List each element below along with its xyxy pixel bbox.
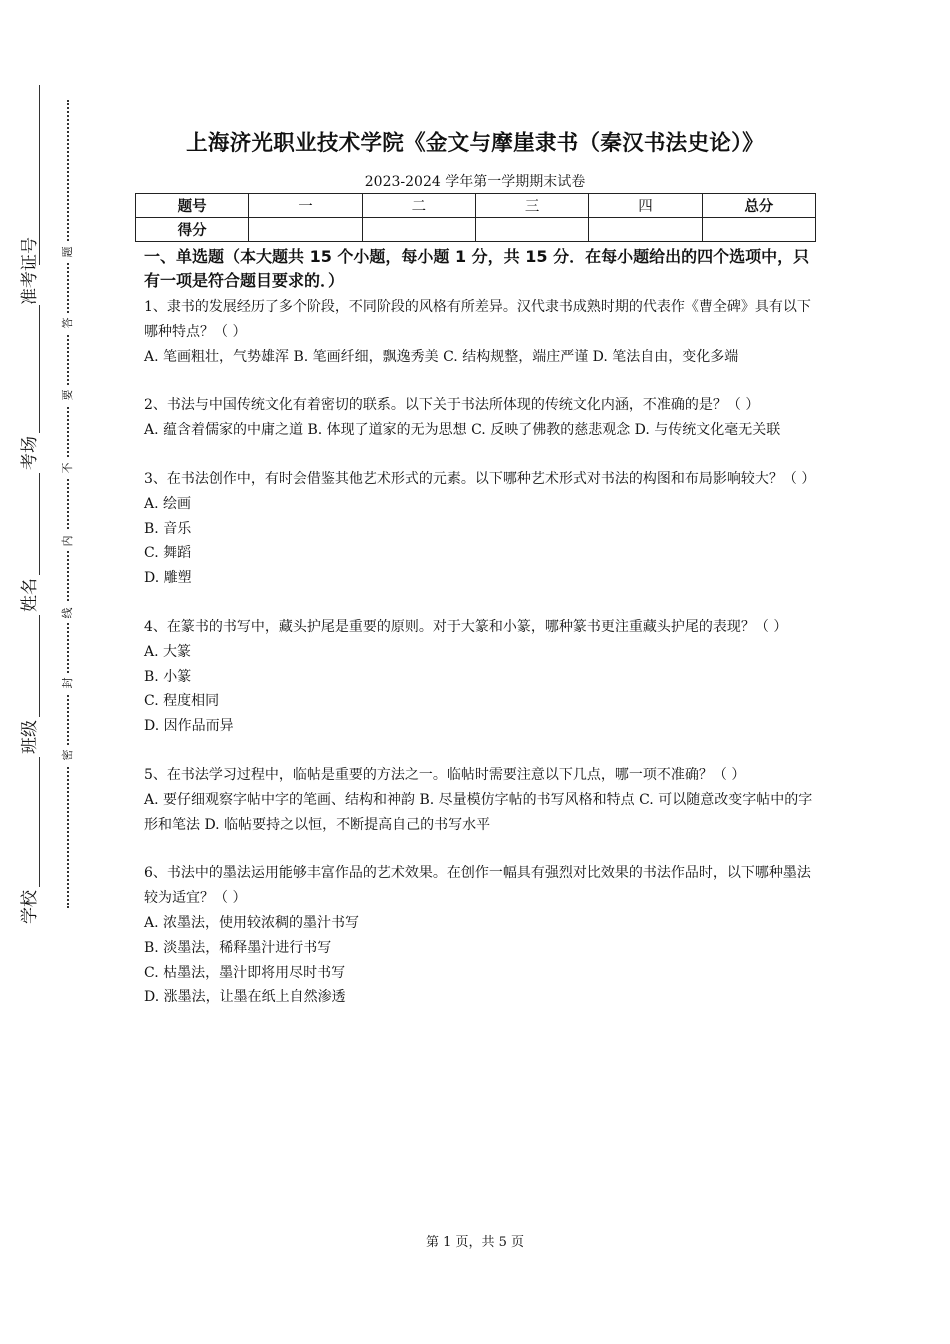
question-option: D. 雕塑 — [144, 570, 192, 587]
question-stem: 3、在书法创作中，有时会借鉴其他艺术形式的元素。以下哪种艺术形式对书法的构图和布局影响较大？（ ） — [144, 470, 816, 487]
question-stem: 6、书法中的墨法运用能够丰富作品的艺术效果。在创作一幅具有强烈对比效果的书法作品时，以下哪种墨法较为适宜？（ ） — [144, 865, 811, 907]
score-header-cell: 四 — [589, 194, 702, 218]
question-options: A. 要仔细观察字帖中字的笔画、结构和神韵 B. 尽量模仿字帖的书写风格和特点 C. 可以随意改变字帖中的字形和笔法 D. 临帖要持之以恒，不断提高自己的书写水平 — [144, 791, 813, 833]
question-option: C. 舞蹈 — [144, 545, 192, 562]
question — [144, 393, 816, 443]
name-label: 姓名 — [10, 575, 50, 615]
score-header-cell: 二 — [362, 194, 475, 218]
question-option: B. 音乐 — [144, 520, 192, 537]
score-header-cell: 三 — [475, 194, 588, 218]
score-table-header-row — [136, 194, 816, 218]
question-stem: 2、书法与中国传统文化有着密切的联系。以下关于书法所体现的传统文化内涵，不准确的是？（ ） — [144, 397, 760, 414]
question-options: A. 蕴含着儒家的中庸之道 B. 体现了道家的无为思想 C. 反映了佛教的慈悲观念 D. 与传统文化毫无关联 — [144, 422, 781, 439]
score-cell[interactable] — [249, 218, 362, 242]
seal-warning-char: 题 — [58, 242, 78, 262]
question-option: C. 枯墨法，墨汁即将用尽时书写 — [144, 964, 346, 981]
seal-warning-char: 答 — [58, 313, 78, 333]
score-header-cell: 总分 — [702, 194, 815, 218]
seal-warning-char: 线 — [58, 603, 78, 623]
seal-warning-char: 要 — [58, 385, 78, 405]
exam-content — [144, 245, 816, 1034]
score-cell[interactable] — [702, 218, 815, 242]
question-option: D. 因作品而异 — [144, 718, 234, 735]
school-label: 学校 — [10, 887, 50, 927]
question — [144, 295, 816, 369]
question-stem: 5、在书法学习过程中，临帖是重要的方法之一。临帖时需要注意以下几点，哪一项不准确？（ ） — [144, 766, 746, 783]
question — [144, 861, 816, 1010]
score-row-label: 得分 — [136, 218, 249, 242]
question-option: B. 小篆 — [144, 668, 192, 685]
seal-warning-char: 密 — [58, 745, 78, 765]
question-option: A. 浓墨法，使用较浓稠的墨汁书写 — [144, 914, 360, 931]
class-label: 班级 — [10, 717, 50, 757]
seal-warning-char: 封 — [58, 673, 78, 693]
score-table — [135, 193, 816, 242]
section-heading: 一、单选题（本大题共 15 个小题，每小题 1 分，共 15 分．在每小题给出的四个选项中，只有一项是符合题目要求的．） — [144, 247, 810, 290]
question — [144, 467, 816, 591]
question — [144, 615, 816, 739]
question-option: B. 淡墨法，稀释墨汁进行书写 — [144, 939, 332, 956]
score-table-row — [136, 218, 816, 242]
exam-id-label: 准考证号 — [10, 265, 50, 305]
question-option: D. 涨墨法，让墨在纸上自然渗透 — [144, 989, 346, 1006]
score-cell[interactable] — [362, 218, 475, 242]
score-cell[interactable] — [589, 218, 702, 242]
score-cell[interactable] — [475, 218, 588, 242]
binding-line — [39, 85, 40, 920]
score-header-cell: 一 — [249, 194, 362, 218]
question-options: A. 笔画粗壮，气势雄浑 B. 笔画纤细，飘逸秀美 C. 结构规整，端庄严谨 D. 笔法自由，变化多端 — [144, 348, 739, 365]
question-option: A. 大篆 — [144, 643, 192, 660]
exam-subtitle: 2023-2024 学年第一学期期末试卷 — [364, 174, 586, 190]
question-option: A. 绘画 — [144, 495, 192, 512]
exam-title: 上海济光职业技术学院《金文与摩崖隶书（秦汉书法史论）》 — [186, 131, 764, 156]
seal-warning-char: 内 — [58, 531, 78, 551]
question-option: C. 程度相同 — [144, 693, 220, 710]
question — [144, 763, 816, 837]
exam-room-label: 考场 — [10, 433, 50, 473]
seal-dotted-line — [67, 100, 69, 908]
page-footer: 第 1 页，共 5 页 — [425, 1235, 525, 1250]
score-header-cell: 题号 — [136, 194, 249, 218]
seal-warning-char: 不 — [58, 458, 78, 478]
question-stem: 4、在篆书的书写中，藏头护尾是重要的原则。对于大篆和小篆，哪种篆书更注重藏头护尾的表现？（ ） — [144, 618, 788, 635]
question-stem: 1、隶书的发展经历了多个阶段，不同阶段的风格有所差异。汉代隶书成熟时期的代表作《曹全碑》具有以下哪种特点？（ ） — [144, 299, 811, 340]
